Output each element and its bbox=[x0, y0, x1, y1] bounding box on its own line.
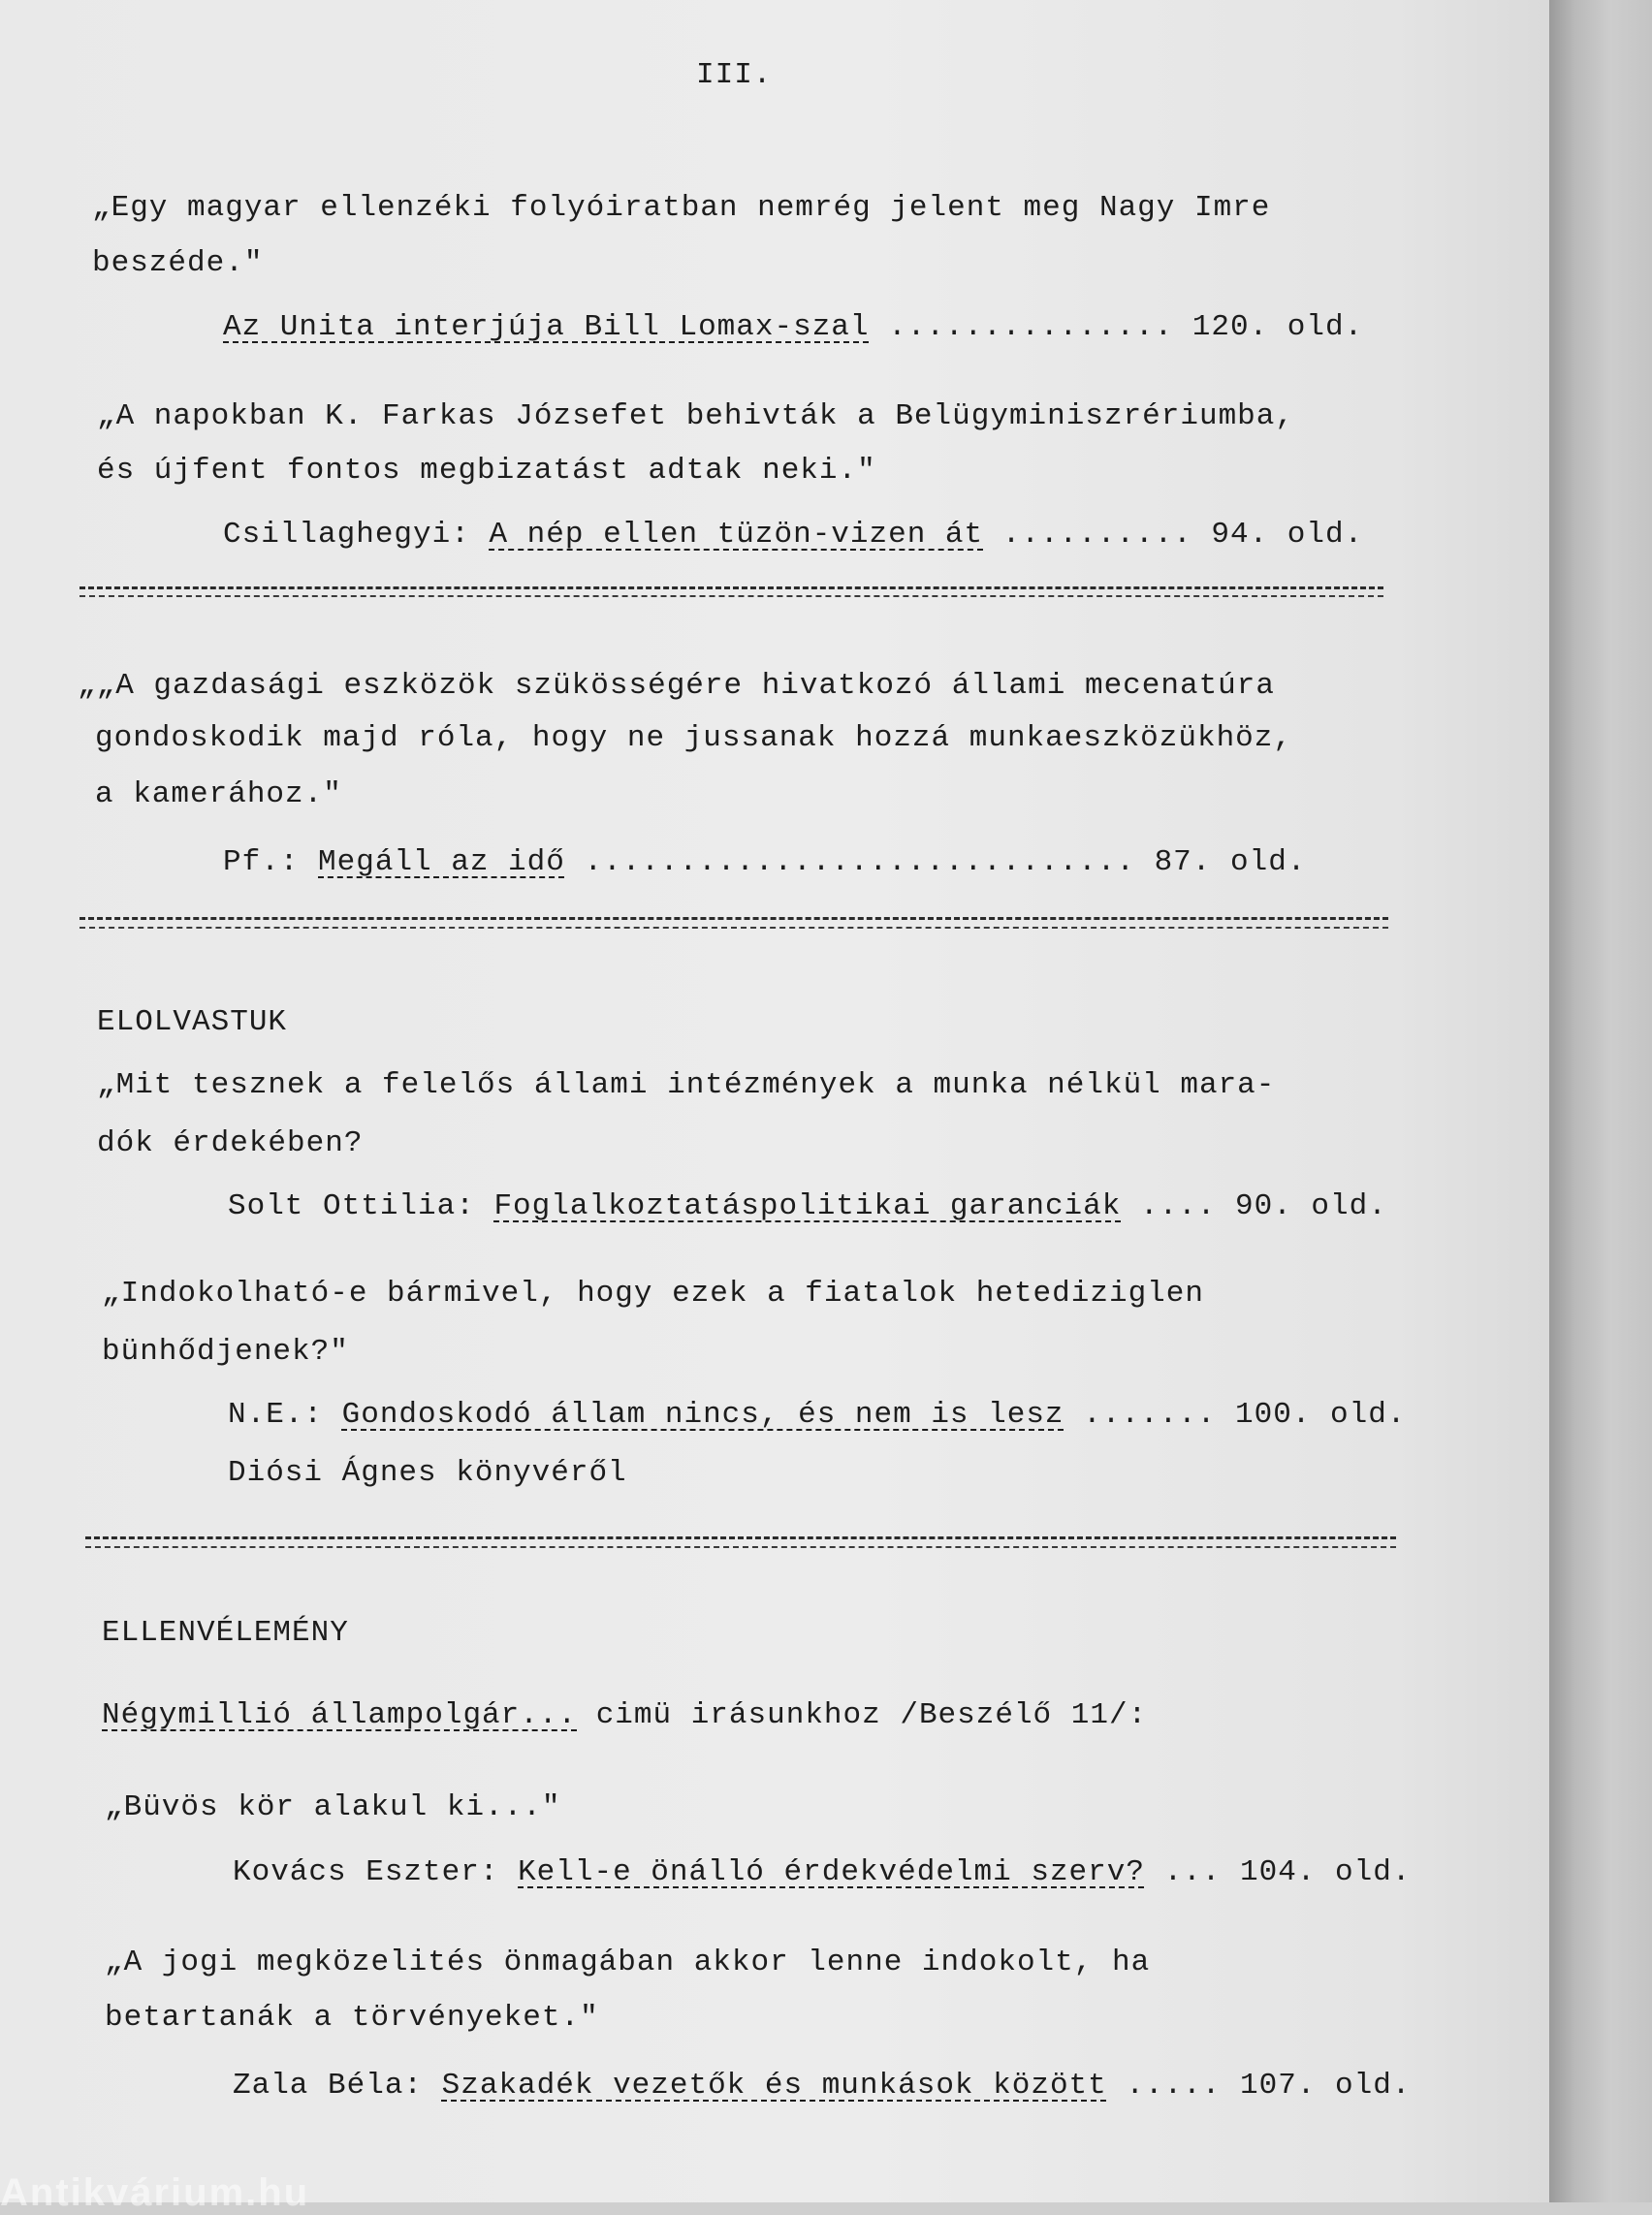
entry-page: 100. old. bbox=[1234, 1398, 1407, 1432]
page-edge bbox=[1549, 0, 1652, 2202]
entry-line bbox=[233, 2067, 1411, 2105]
quote-line: dók érdekében? bbox=[97, 1126, 364, 1160]
entry-title: Megáll az idő bbox=[318, 845, 565, 879]
entry-title: Foglalkoztatáspolitikai garanciák bbox=[493, 1189, 1122, 1223]
section-heading: ELOLVASTUK bbox=[97, 1005, 288, 1039]
quote-line: „Indokolható-e bármivel, hogy ezek a fiatalok hetediziglen bbox=[102, 1277, 1204, 1311]
quote-line: „A napokban K. Farkas Józsefet behivták a Belügyminiszrériumba, bbox=[97, 399, 1294, 433]
entry-title: A nép ellen tüzön-vizen át bbox=[489, 518, 984, 552]
quote-line: és újfent fontos megbizatást adtak neki." bbox=[97, 454, 876, 488]
quote-line: „„A gazdasági eszközök szükösségére hivatkozó állami mecenatúra bbox=[78, 669, 1275, 703]
entry-author: N.E.: bbox=[228, 1398, 324, 1432]
entry-page: 120. old. bbox=[1191, 310, 1364, 344]
entry-title: Az Unita interjúja Bill Lomax-szal bbox=[223, 310, 870, 344]
separator-rule bbox=[85, 1546, 1396, 1548]
entry-page: 90. old. bbox=[1234, 1189, 1387, 1223]
entry-line bbox=[233, 1853, 1411, 1892]
quote-line: gondoskodik majd róla, hogy ne jussanak hozzá munkaeszközükhöz, bbox=[95, 721, 1292, 755]
entry-author: Zala Béla: bbox=[233, 2069, 424, 2103]
entry-page: 94. old. bbox=[1211, 518, 1364, 552]
quote-line: „Egy magyar ellenzéki folyóiratban nemrég jelent meg Nagy Imre bbox=[92, 191, 1271, 225]
reference-line bbox=[102, 1696, 1147, 1735]
entry-author: Kovács Eszter: bbox=[233, 1855, 499, 1889]
entry-line bbox=[228, 1396, 1406, 1435]
entry-page: 87. old. bbox=[1154, 845, 1307, 879]
entry-page: 107. old. bbox=[1239, 2069, 1412, 2103]
entry-title: Szakadék vezetők és munkások között bbox=[441, 2069, 1107, 2103]
separator-rule bbox=[85, 1536, 1396, 1539]
leader-dots: .......... bbox=[1001, 518, 1212, 552]
quote-line: „A jogi megközelités önmagában akkor lenne indokolt, ha bbox=[105, 1946, 1151, 1979]
entry-author: Solt Ottilia: bbox=[228, 1189, 475, 1223]
leader-dots: ... bbox=[1163, 1855, 1240, 1889]
reference-title: Négymillió állampolgár... bbox=[102, 1698, 578, 1732]
quote-line: beszéde." bbox=[92, 246, 264, 280]
entry-line bbox=[223, 516, 1363, 554]
separator-rule bbox=[79, 586, 1383, 589]
entry-title: Gondoskodó állam nincs, és nem is lesz bbox=[341, 1398, 1064, 1432]
entry-subtitle: Diósi Ágnes könyvéről bbox=[228, 1456, 627, 1490]
quote-line: a kamerához." bbox=[95, 777, 342, 811]
quote-line: „Büvös kör alakul ki..." bbox=[105, 1790, 561, 1824]
separator-rule bbox=[79, 595, 1383, 597]
watermark-text: Antikvárium.hu bbox=[0, 2171, 310, 2214]
section-heading: ELLENVÉLEMÉNY bbox=[102, 1616, 349, 1650]
leader-dots: ............... bbox=[888, 310, 1192, 344]
quote-line: bünhődjenek?" bbox=[102, 1335, 349, 1369]
quote-line: betartanák a törvényeket." bbox=[105, 2001, 599, 2035]
entry-line bbox=[223, 308, 1363, 347]
quote-line: „Mit tesznek a felelős állami intézmények a munka nélkül mara- bbox=[97, 1068, 1276, 1102]
entry-author: Csillaghegyi: bbox=[223, 518, 470, 552]
entry-line bbox=[223, 843, 1306, 882]
leader-dots: .... bbox=[1139, 1189, 1235, 1223]
reference-text: cimü irásunkhoz /Beszélő 11/: bbox=[595, 1698, 1148, 1732]
entry-title: Kell-e önálló érdekvédelmi szerv? bbox=[518, 1855, 1145, 1889]
page-number: III. bbox=[696, 58, 773, 92]
leader-dots: ............................. bbox=[584, 845, 1155, 879]
leader-dots: ..... bbox=[1126, 2069, 1240, 2103]
leader-dots: ....... bbox=[1083, 1398, 1235, 1432]
separator-rule bbox=[79, 927, 1388, 929]
entry-author: Pf.: bbox=[223, 845, 300, 879]
separator-rule bbox=[79, 917, 1388, 920]
entry-line bbox=[228, 1187, 1387, 1226]
entry-page: 104. old. bbox=[1240, 1855, 1412, 1889]
